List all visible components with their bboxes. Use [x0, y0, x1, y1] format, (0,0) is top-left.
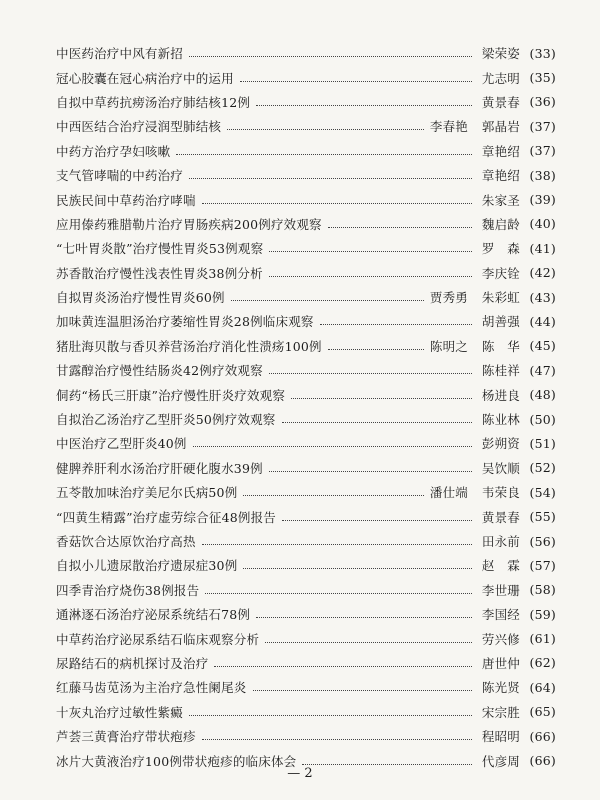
entry-author: 尤志明	[481, 70, 520, 86]
entry-page-number: (55)	[529, 509, 556, 525]
dot-leader	[189, 55, 472, 57]
entry-author: 陈 华	[481, 338, 520, 354]
dot-leader	[240, 80, 472, 82]
entry-author: 梁荣姿	[481, 46, 520, 62]
entry-title: 中医药治疗中风有新招	[56, 46, 184, 62]
toc-entry	[56, 212, 556, 236]
toc-entry	[56, 382, 556, 406]
entry-title: 五苓散加味治疗美尼尔氏病50例	[56, 485, 238, 501]
entry-title: 四季青治疗烧伤38例报告	[56, 582, 200, 598]
toc-entry	[56, 163, 556, 187]
entry-author: 胡善强	[481, 314, 520, 330]
entry-page-number: (47)	[529, 362, 556, 378]
toc-entry	[56, 504, 556, 528]
toc-entry	[56, 724, 556, 748]
toc-entry	[56, 529, 556, 553]
entry-author: 黄景春	[481, 94, 520, 110]
toc-entry	[56, 285, 556, 309]
toc-entry	[56, 139, 556, 163]
entry-author: 劳兴修	[481, 631, 520, 647]
entry-page-number: (50)	[529, 411, 556, 427]
dot-leader	[243, 494, 423, 496]
dot-leader	[282, 421, 472, 423]
entry-title: 冰片大黄液治疗100例带状疱疹的临床体会	[56, 753, 297, 769]
toc-entry	[56, 358, 556, 382]
toc-entry	[56, 41, 556, 65]
dot-leader	[265, 641, 472, 643]
entry-author: 唐世仲	[481, 655, 520, 671]
toc-entry	[56, 334, 556, 358]
entry-author: 章艳绍	[481, 143, 520, 159]
entry-coauthor: 潘仕端	[429, 485, 468, 501]
entry-page-number: (35)	[529, 70, 556, 86]
entry-title: 芦荟三黄膏治疗带状疱疹	[56, 729, 196, 745]
entry-title: 中医治疗乙型肝炎40例	[56, 436, 187, 452]
entry-title: 红藤马齿苋汤为主治疗急性阑尾炎	[56, 680, 247, 696]
entry-page-number: (33)	[529, 45, 556, 61]
dot-leader	[256, 104, 472, 106]
entry-title: 侗药“杨氏三肝康”治疗慢性肝炎疗效观察	[56, 387, 286, 403]
toc-entry	[56, 65, 556, 89]
toc-entry	[56, 675, 556, 699]
entry-title: 香菇饮合达原饮治疗高热	[56, 534, 196, 549]
entry-page-number: (66)	[529, 753, 556, 769]
entry-title: “七叶胃炎散”治疗慢性胃炎53例观察	[56, 241, 264, 257]
entry-coauthor: 贾秀勇	[429, 290, 468, 306]
entry-page-number: (62)	[529, 655, 556, 671]
entry-author: 李庆铨	[481, 265, 520, 281]
entry-title: 民族民间中草药治疗哮喘	[56, 192, 196, 208]
entry-author: 李世珊	[481, 582, 520, 598]
dot-leader	[227, 128, 424, 130]
entry-page-number: (51)	[529, 435, 556, 451]
entry-author: 陈业林	[481, 412, 520, 428]
dot-leader	[176, 153, 472, 155]
toc-entry	[56, 90, 556, 114]
dot-leader	[282, 519, 472, 521]
dot-leader	[202, 202, 472, 204]
entry-page-number: (42)	[529, 265, 556, 281]
entry-coauthor: 陈明之	[429, 338, 468, 354]
entry-author: 章艳绍	[481, 168, 520, 184]
entry-page-number: (54)	[529, 484, 556, 500]
entry-coauthor: 李春艳	[429, 119, 468, 135]
toc-entry	[56, 602, 556, 626]
entry-author: 李国经	[481, 607, 520, 623]
toc-entry	[56, 553, 556, 577]
entry-author: 陈桂祥	[481, 363, 520, 379]
dot-leader	[193, 445, 472, 447]
entry-title: 中草药治疗泌尿系结石临床观察分析	[56, 631, 260, 647]
toc-entry	[56, 700, 556, 724]
toc-entry	[56, 236, 556, 260]
toc-entry	[56, 480, 556, 504]
toc-entry	[56, 431, 556, 455]
dot-leader	[231, 299, 424, 301]
dot-leader	[269, 470, 472, 472]
entry-author: 赵 霖	[481, 558, 520, 574]
entry-page-number: (36)	[529, 94, 556, 110]
dot-leader	[269, 372, 472, 374]
entry-page-number: (65)	[529, 704, 556, 720]
entry-page-number: (38)	[529, 167, 556, 183]
entry-page-number: (39)	[529, 192, 556, 208]
entry-author: 彭朔资	[481, 436, 520, 452]
entry-title: 尿路结石的病机探讨及治疗	[56, 655, 209, 671]
entry-author: 罗 森	[481, 241, 520, 257]
entry-page-number: (59)	[529, 606, 556, 622]
entry-title: 支气管哮喘的中药治疗	[56, 168, 184, 184]
entry-page-number: (37)	[529, 143, 556, 159]
entry-author: 朱彩虹	[481, 290, 520, 306]
entry-title: 通淋逐石汤治疗泌尿系统结石78例	[56, 607, 251, 623]
entry-page-number: (66)	[529, 728, 556, 744]
dot-leader	[291, 397, 472, 399]
dot-leader	[269, 250, 472, 252]
entry-title: 健脾养肝利水汤治疗肝硬化腹水39例	[56, 460, 263, 476]
entry-page-number: (45)	[529, 338, 556, 354]
toc-entry	[56, 114, 556, 138]
entry-page-number: (58)	[529, 582, 556, 598]
page-number: — 2	[287, 766, 313, 781]
entry-page-number: (37)	[529, 118, 556, 134]
dot-leader	[202, 543, 472, 545]
entry-title: 自拟小儿遗尿散治疗遗尿症30例	[56, 558, 238, 574]
entry-page-number: (64)	[529, 679, 556, 695]
dot-leader	[214, 665, 472, 667]
toc-entry	[56, 651, 556, 675]
toc-entry	[56, 407, 556, 431]
entry-page-number: (52)	[529, 460, 556, 476]
dot-leader	[302, 763, 472, 765]
toc-entry	[56, 626, 556, 650]
entry-title: “四黄生精露”治疗虚劳综合征48例报告	[56, 509, 276, 525]
entry-title: 自拟治乙汤治疗乙型肝炎50例疗效观察	[56, 412, 276, 428]
toc-entry	[56, 309, 556, 333]
entry-author: 代彦周	[481, 753, 520, 769]
table-of-contents	[56, 41, 556, 773]
entry-page-number: (43)	[529, 289, 556, 305]
dot-leader	[328, 348, 424, 350]
entry-title: 自拟胃炎汤治疗慢性胃炎60例	[56, 290, 225, 306]
entry-page-number: (57)	[529, 557, 556, 573]
entry-page-number: (41)	[529, 240, 556, 256]
entry-page-number: (48)	[529, 387, 556, 403]
dot-leader	[189, 177, 472, 179]
dot-leader	[253, 689, 472, 691]
entry-page-number: (61)	[529, 631, 556, 647]
entry-page-number: (40)	[529, 216, 556, 232]
entry-author: 吴饮顺	[481, 460, 520, 476]
entry-title: 应用傣药雅腊勒片治疗胃肠疾病200例疗效观察	[56, 216, 322, 232]
entry-author: 田永前	[481, 534, 520, 549]
entry-title: 冠心胶囊在冠心病治疗中的运用	[56, 70, 234, 86]
entry-author: 宋宗胜	[481, 704, 520, 720]
toc-entry	[56, 261, 556, 285]
entry-page-number: (44)	[529, 313, 556, 329]
entry-author: 程昭明	[481, 729, 520, 745]
toc-entry	[56, 578, 556, 602]
entry-page-number: (56)	[529, 533, 556, 549]
entry-title: 中西医结合治疗浸润型肺结核	[56, 119, 222, 135]
entry-author: 陈光贤	[481, 680, 520, 696]
dot-leader	[320, 323, 472, 325]
entry-author: 杨进良	[481, 387, 520, 403]
entry-title: 中药方治疗孕妇咳嗽	[56, 143, 171, 159]
dot-leader	[202, 738, 472, 740]
entry-title: 自拟中草药抗痨汤治疗肺结核12例	[56, 94, 251, 110]
entry-title: 猪肚海贝散与香贝养营汤治疗消化性溃疡100例	[56, 338, 322, 354]
entry-title: 加味黄连温胆汤治疗萎缩性胃炎28例临床观察	[56, 314, 314, 330]
entry-title: 十灰丸治疗过敏性紫癜	[56, 704, 184, 720]
entry-author: 郭晶岩	[481, 119, 520, 135]
dot-leader	[269, 275, 472, 277]
entry-author: 黄景春	[481, 509, 520, 525]
dot-leader	[205, 592, 472, 594]
entry-author: 韦荣良	[481, 485, 520, 501]
dot-leader	[256, 616, 472, 618]
toc-entry	[56, 187, 556, 211]
entry-title: 甘露醇治疗慢性结肠炎42例疗效观察	[56, 363, 263, 379]
toc-entry	[56, 456, 556, 480]
dot-leader	[328, 226, 472, 228]
entry-title: 苏香散治疗慢性浅表性胃炎38例分析	[56, 265, 263, 281]
entry-author: 魏启龄	[481, 216, 520, 232]
entry-author: 朱家圣	[481, 192, 520, 208]
dot-leader	[243, 567, 472, 569]
dot-leader	[189, 714, 472, 716]
